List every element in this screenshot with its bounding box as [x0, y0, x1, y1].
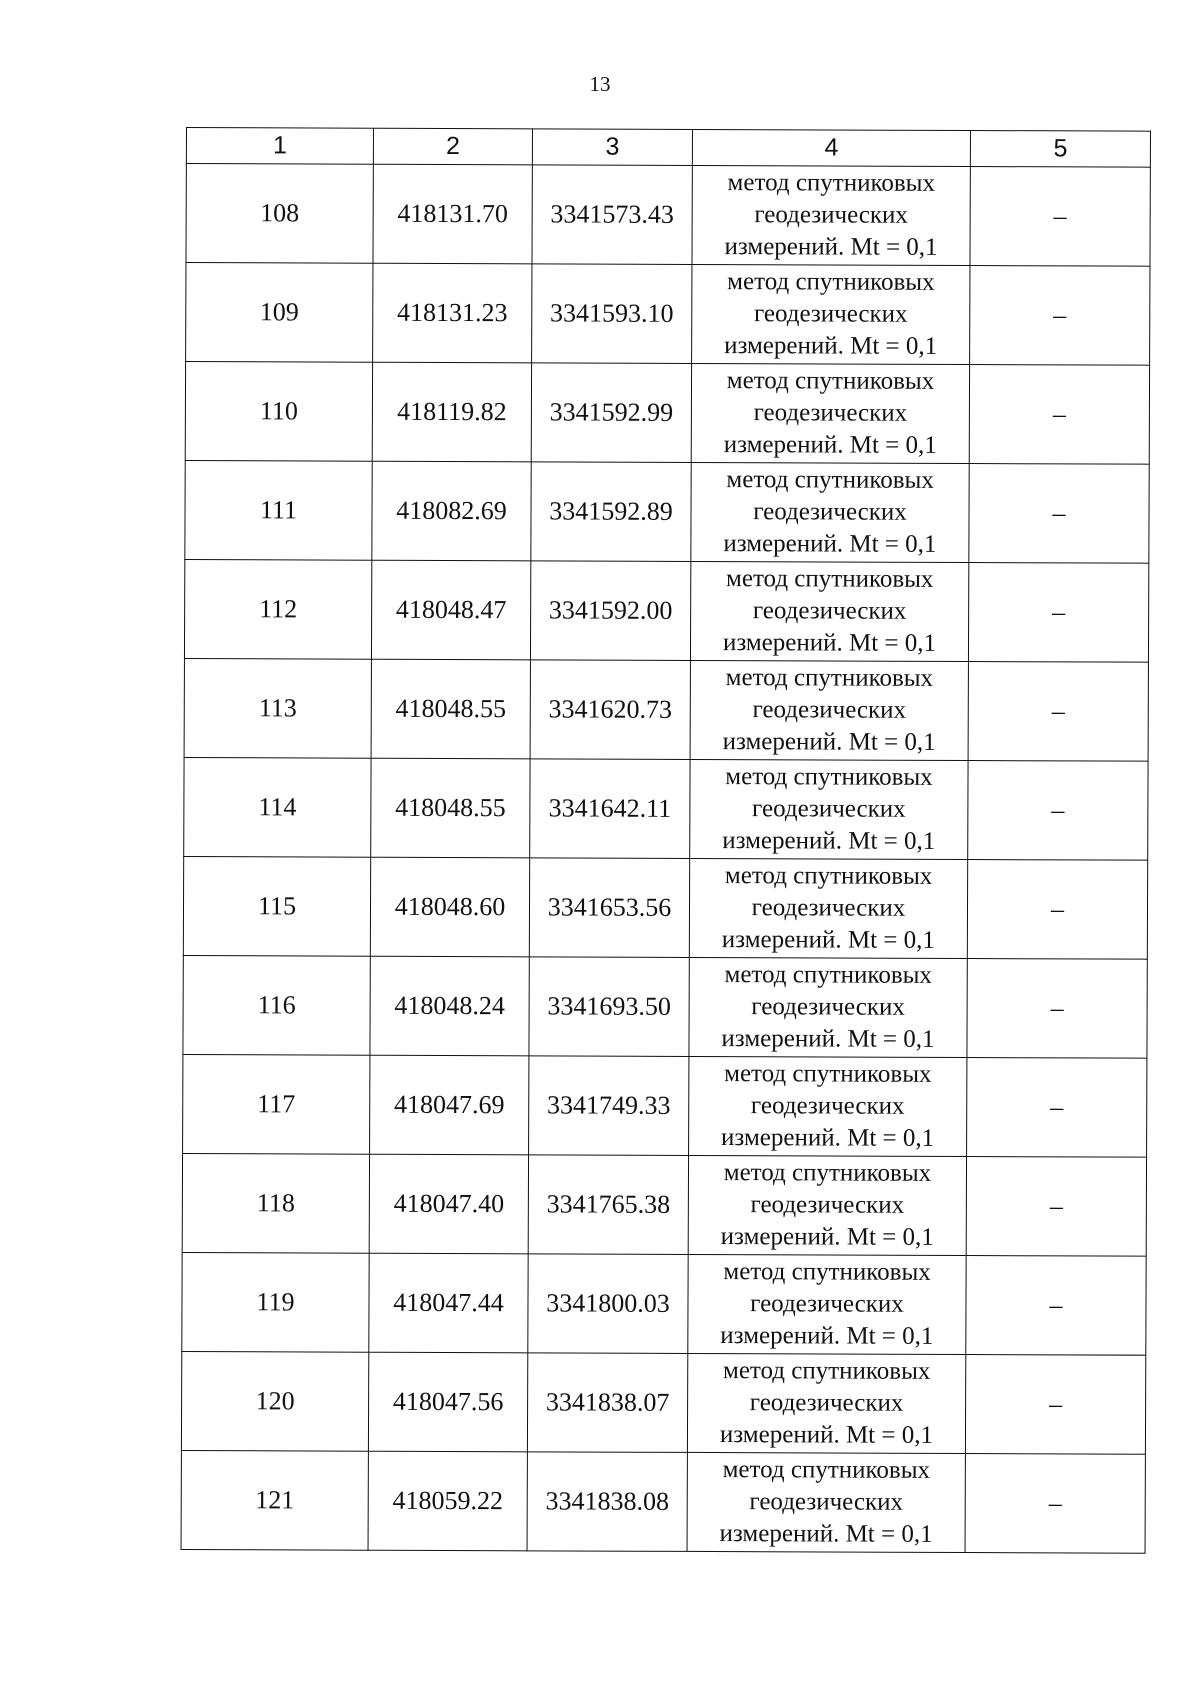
table-row [184, 757, 1148, 860]
note-cell: – [967, 959, 1147, 1059]
y-coordinate-cell: 3341838.07 [527, 1353, 687, 1453]
x-coordinate-cell: 418131.23 [373, 263, 532, 363]
note-cell: – [967, 860, 1147, 960]
method-text-line-1: метод спутниковых [724, 862, 933, 890]
table-row [185, 460, 1149, 563]
method-text-line-3: измерений. Mt = 0,1 [721, 1124, 935, 1152]
method-text-line-3: измерений. Mt = 0,1 [721, 1025, 935, 1053]
x-coordinate-cell: 418047.44 [369, 1253, 528, 1353]
note-cell: – [968, 662, 1148, 762]
method-text-line-1: метод спутниковых [726, 565, 934, 593]
y-coordinate-cell: 3341693.50 [529, 957, 689, 1057]
method-text-line-1: метод спутниковых [723, 1258, 931, 1286]
table-row [186, 263, 1150, 366]
method-text-line-2: геодезических [754, 201, 909, 229]
column-header-1: 1 [186, 128, 373, 165]
method-text-line-3: измерений. Mt = 0,1 [719, 1421, 934, 1449]
point-number-cell: 120 [181, 1351, 368, 1451]
table-row [184, 658, 1148, 761]
y-coordinate-cell: 3341592.89 [531, 462, 691, 562]
point-number-cell: 114 [184, 757, 371, 857]
note-cell: – [969, 365, 1149, 465]
note-cell: – [968, 563, 1148, 663]
table-row [185, 362, 1149, 465]
note-cell: – [966, 1157, 1146, 1257]
method-text-line-3: измерений. Mt = 0,1 [724, 233, 938, 261]
note-cell: – [970, 266, 1150, 366]
x-coordinate-cell: 418059.22 [368, 1451, 527, 1551]
method-text-line-1: метод спутниковых [722, 1456, 931, 1484]
y-coordinate-cell: 3341653.56 [529, 858, 689, 958]
y-coordinate-cell: 3341800.03 [528, 1254, 688, 1354]
x-coordinate-cell: 418048.55 [371, 659, 530, 759]
point-number-cell: 108 [186, 164, 373, 264]
table-row [183, 1054, 1147, 1157]
table-row [183, 856, 1147, 959]
point-number-cell: 121 [181, 1450, 368, 1550]
note-cell: – [969, 464, 1149, 564]
method-text-line-2: геодезических [750, 1092, 905, 1120]
method-text-line-1: метод спутниковых [727, 268, 935, 296]
point-number-cell: 109 [186, 263, 373, 363]
method-text-line-3: измерений. Mt = 0,1 [719, 1520, 933, 1548]
x-coordinate-cell: 418048.47 [371, 560, 530, 660]
method-text-line-1: метод спутниковых [723, 1159, 932, 1187]
method-cell [691, 363, 969, 463]
note-cell: – [966, 1256, 1146, 1356]
method-text-line-2: геодезических [751, 993, 905, 1021]
method-text-line-2: геодезических [751, 894, 906, 922]
method-cell [692, 165, 970, 265]
method-text-line-1: метод спутниковых [726, 367, 935, 395]
point-number-cell: 116 [183, 955, 370, 1055]
method-cell [687, 1353, 965, 1453]
method-text-line-2: геодезических [749, 1389, 904, 1417]
method-text-line-2: геодезических [752, 696, 907, 724]
method-text-line-1: метод спутниковых [724, 961, 933, 989]
method-cell [688, 1254, 966, 1354]
method-text-line-2: геодезических [753, 399, 908, 427]
x-coordinate-cell: 418047.69 [370, 1055, 529, 1155]
table-row [181, 1450, 1145, 1553]
method-text-line-3: измерений. Mt = 0,1 [722, 827, 936, 855]
note-cell: – [968, 761, 1148, 861]
method-text-line-3: измерений. Mt = 0,1 [722, 629, 937, 657]
method-text-line-3: измерений. Mt = 0,1 [721, 926, 935, 954]
y-coordinate-cell: 3341765.38 [528, 1155, 688, 1255]
method-text-line-2: геодезических [752, 597, 907, 625]
method-cell [688, 1155, 966, 1255]
method-text-line-1: метод спутниковых [724, 1060, 932, 1088]
method-text-line-2: геодезических [750, 1290, 904, 1318]
y-coordinate-cell: 3341593.10 [532, 264, 692, 364]
table-row [182, 1153, 1146, 1256]
x-coordinate-cell: 418048.55 [371, 758, 530, 858]
y-coordinate-cell: 3341838.08 [527, 1452, 687, 1552]
method-cell [689, 1056, 967, 1156]
point-number-cell: 112 [184, 559, 371, 659]
x-coordinate-cell: 418048.60 [370, 857, 529, 957]
table-row [181, 1351, 1145, 1454]
point-number-cell: 118 [182, 1153, 369, 1253]
x-coordinate-cell: 418119.82 [372, 362, 531, 462]
page-number: 13 [589, 72, 611, 96]
method-text-line-1: метод спутниковых [725, 763, 933, 791]
method-text-line-2: геодезических [753, 498, 907, 526]
method-cell [690, 759, 968, 859]
method-text-line-3: измерений. Mt = 0,1 [720, 1223, 934, 1251]
y-coordinate-cell: 3341620.73 [530, 660, 690, 760]
method-cell [690, 561, 968, 661]
method-cell [691, 462, 969, 562]
table-row [183, 955, 1147, 1058]
x-coordinate-cell: 418048.24 [370, 956, 529, 1056]
method-cell [689, 858, 967, 958]
column-header-5: 5 [970, 131, 1150, 168]
point-number-cell: 119 [182, 1252, 369, 1352]
note-cell: – [967, 1058, 1147, 1158]
y-coordinate-cell: 3341592.00 [530, 561, 690, 661]
method-text-line-3: измерений. Mt = 0,1 [720, 1322, 934, 1350]
method-text-line-2: геодезических [749, 1488, 904, 1516]
x-coordinate-cell: 418082.69 [372, 461, 531, 561]
method-cell [689, 957, 967, 1057]
table-body [181, 164, 1150, 1554]
method-text-line-3: измерений. Mt = 0,1 [724, 332, 938, 360]
method-text-line-3: измерений. Mt = 0,1 [722, 728, 936, 756]
method-text-line-3: измерений. Mt = 0,1 [723, 431, 937, 459]
method-text-line-3: измерений. Mt = 0,1 [723, 530, 937, 558]
column-header-4: 4 [692, 129, 970, 166]
point-number-cell: 117 [183, 1054, 370, 1154]
y-coordinate-cell: 3341573.43 [532, 165, 692, 265]
column-header-2: 2 [373, 128, 532, 165]
method-text-line-2: геодезических [753, 300, 908, 328]
coordinates-table [181, 127, 1151, 1554]
x-coordinate-cell: 418131.70 [373, 164, 532, 264]
x-coordinate-cell: 418047.40 [369, 1154, 528, 1254]
y-coordinate-cell: 3341592.99 [531, 363, 691, 463]
method-text-line-1: метод спутниковых [727, 169, 936, 197]
point-number-cell: 110 [185, 362, 372, 462]
y-coordinate-cell: 3341642.11 [530, 759, 690, 859]
method-text-line-2: геодезических [750, 1191, 905, 1219]
table-row [184, 559, 1148, 662]
table-header-row [186, 128, 1150, 168]
method-text-line-1: метод спутниковых [722, 1357, 931, 1385]
point-number-cell: 113 [184, 658, 371, 758]
table-row [186, 164, 1150, 267]
y-coordinate-cell: 3341749.33 [529, 1056, 689, 1156]
method-cell [687, 1452, 965, 1552]
method-cell [692, 264, 970, 364]
x-coordinate-cell: 418047.56 [368, 1352, 527, 1452]
method-cell [690, 660, 968, 760]
method-text-line-2: геодезических [752, 795, 906, 823]
method-text-line-1: метод спутниковых [725, 664, 934, 692]
point-number-cell: 115 [183, 856, 370, 956]
method-text-line-1: метод спутниковых [726, 466, 934, 494]
column-header-3: 3 [532, 129, 692, 166]
note-cell: – [965, 1355, 1145, 1455]
note-cell: – [970, 167, 1150, 267]
point-number-cell: 111 [185, 460, 372, 560]
table-row [182, 1252, 1146, 1355]
note-cell: – [965, 1454, 1145, 1554]
